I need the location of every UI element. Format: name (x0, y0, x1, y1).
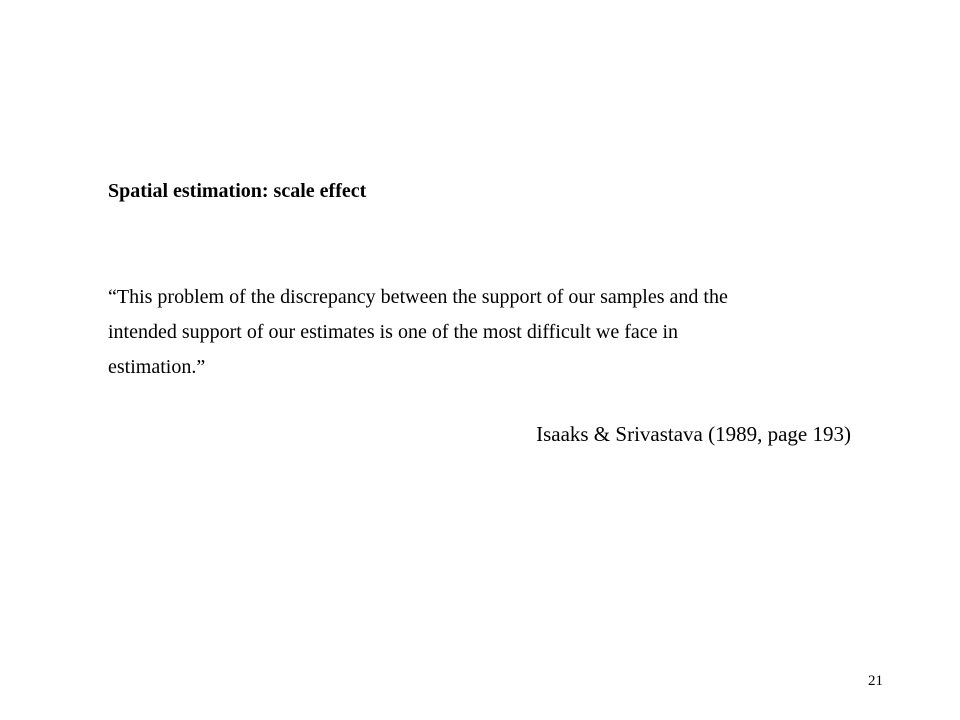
quote-citation: Isaaks & Srivastava (1989, page 193) (536, 422, 851, 446)
page-number: 21 (868, 673, 883, 689)
slide-title: Spatial estimation: scale effect (108, 180, 367, 202)
quote-line: intended support of our estimates is one of the most difficult we face in (108, 321, 679, 343)
quote-block (108, 280, 868, 385)
quote-line: estimation.” (108, 356, 206, 378)
quote-line: “This problem of the discrepancy between the support of our samples and the (108, 286, 728, 308)
